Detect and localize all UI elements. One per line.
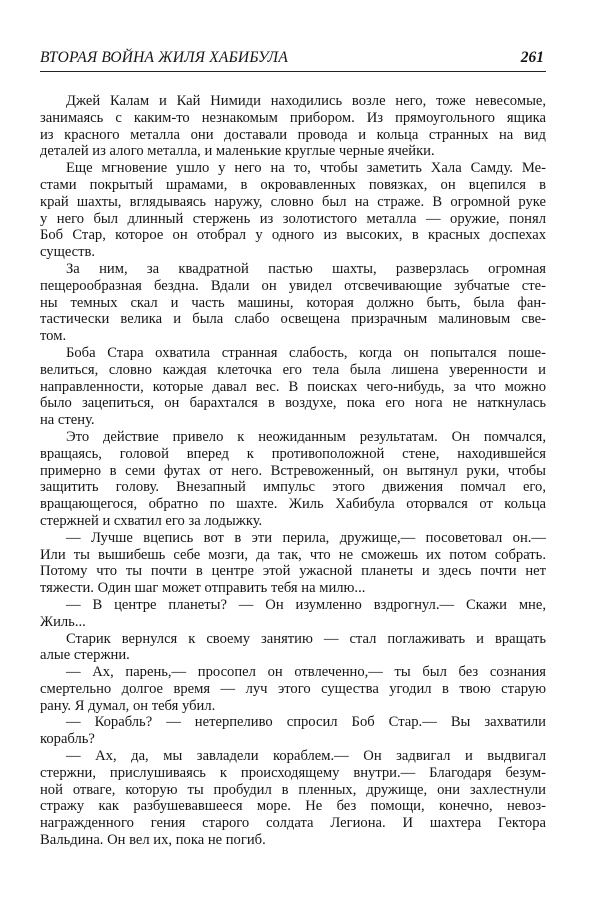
paragraph bbox=[40, 597, 546, 631]
paragraph bbox=[40, 748, 546, 849]
running-title: ВТОРАЯ ВОЙНА ЖИЛЯ ХАБИБУЛА bbox=[40, 49, 289, 66]
paragraph bbox=[40, 530, 546, 597]
text-line: — Лучше вцепись вот в эти перила, дружище,— посоветовал он.— bbox=[66, 529, 546, 546]
text-line: велиться, словно каждая клеточка его тела была лишена уверенности и bbox=[40, 361, 546, 378]
paragraph bbox=[40, 429, 546, 530]
text-line: ны темных скал и часть машины, которая должно быть, была фан- bbox=[40, 294, 546, 311]
text-line: алые стержни. bbox=[40, 647, 130, 664]
text-line: тяжести. Один шаг может отправить тебя на милю... bbox=[40, 580, 366, 597]
text-line: направленности, которые давал вес. В поисках чего-нибудь, за что можно bbox=[40, 378, 546, 395]
text-line: примерно в семи футах от него. Встревоженный, он вытянул руки, чтобы bbox=[40, 462, 546, 479]
text-line: стержней и схватил его за лодыжку. bbox=[40, 512, 263, 529]
text-line: — Корабль? — нетерпеливо спросил Боб Стар.— Вы захватили bbox=[66, 714, 546, 731]
text-line: стражу как разбушевавшееся море. Не без помощи, конечно, невоз- bbox=[40, 798, 546, 815]
text-line: Или ты вышибешь себе мозги, да так, что не сможешь их потом собрать. bbox=[40, 546, 546, 563]
text-line: на стену. bbox=[40, 412, 95, 429]
body-text bbox=[40, 93, 546, 849]
text-line: Джей Калам и Кай Нимиди находились возле него, тоже невесомые, bbox=[66, 93, 546, 109]
text-line: — Ах, да, мы завладели кораблем.— Он задвигал и выдвигал bbox=[66, 748, 546, 765]
running-header bbox=[40, 47, 546, 72]
text-line: — Ах, парень,— просопел он отвлеченно,— ты был без сознания bbox=[66, 664, 546, 681]
paragraph bbox=[40, 160, 546, 261]
paragraph bbox=[40, 664, 546, 714]
text-line: — В центре планеты? — Он изумленно вздрогнул.— Скажи мне, bbox=[66, 596, 546, 613]
text-line: край шахты, вглядываясь наружу, словно был на страже. В огромной руке bbox=[40, 193, 546, 210]
text-line: Еще мгновение ушло у него на то, чтобы заметить Хала Самду. Ме- bbox=[66, 160, 546, 177]
text-line: За ним, за квадратной пастью шахты, разверзлась огромная bbox=[66, 260, 546, 277]
text-line: рану. Я думал, он тебя убил. bbox=[40, 697, 216, 714]
text-line: Старик вернулся к своему занятию — стал поглаживать и вращать bbox=[66, 630, 546, 647]
paragraph bbox=[40, 93, 546, 160]
text-line: смертельно долгое время — луч этого существа угодил в твою старую bbox=[40, 680, 546, 697]
text-line: стержни, прислушиваясь к происходящему внутри.— Благодаря безум- bbox=[40, 764, 546, 781]
page-number: 261 bbox=[520, 49, 544, 66]
paragraph bbox=[40, 714, 546, 748]
text-line: награжденного гения старого солдата Легиона. И шахтера Гектора bbox=[40, 815, 546, 832]
text-line: Вальдина. Он вел их, пока не погиб. bbox=[40, 832, 266, 849]
paragraph bbox=[40, 345, 546, 429]
text-line: вращаясь, головой вперед к противоположной стене, находившейся bbox=[40, 445, 546, 462]
text-line: Боба Стара охватила странная слабость, когда он попытался поше- bbox=[66, 344, 546, 361]
paragraph bbox=[40, 631, 546, 665]
text-line: тастически велика и была слабо освещена призрачным малиновым све- bbox=[40, 311, 546, 328]
text-line: деталей из алого металла, и маленькие круглые черные ячейки. bbox=[40, 143, 435, 160]
text-line: том. bbox=[40, 328, 67, 345]
text-line: Это действие привело к неожиданным результатам. Он помчался, bbox=[66, 428, 546, 445]
text-line: корабль? bbox=[40, 731, 95, 748]
paragraph bbox=[40, 261, 546, 345]
text-line: Жиль... bbox=[40, 613, 86, 630]
text-line: из красного металла они доставали провода и кольца странных на вид bbox=[40, 126, 546, 143]
text-line: занимаясь с каким-то незнакомым прибором. Из прямоугольного ящика bbox=[40, 109, 546, 126]
text-line: существ. bbox=[40, 244, 96, 261]
text-line: Боб Стар, которое он отобрал у одного из высоких, в красных доспехах bbox=[40, 227, 546, 244]
text-line: вращающегося, обратно по шахте. Жиль Хабибула оторвался от кольца bbox=[40, 496, 546, 513]
text-line: пещерообразная бездна. Вдали он увидел отсвечивающие зубчатые сте- bbox=[40, 277, 546, 294]
text-line: защитить голову. Внезапный импульс этого движения помчал его, bbox=[40, 479, 546, 496]
text-line: стами покрытый шрамами, в окровавленных повязках, он вцепился в bbox=[40, 176, 546, 193]
text-line: Потому что ты почти в центре этой ужасной планеты и здесь почти нет bbox=[40, 563, 546, 580]
text-line: было зацепиться, он барахтался в воздухе, пока его нога не наткнулась bbox=[40, 395, 546, 412]
text-line: ной отваге, которую ты пробудил в пленных, дружище, они захлестнули bbox=[40, 781, 546, 798]
text-line: у него был длинный стержень из золотистого металла — оружие, понял bbox=[40, 210, 546, 227]
